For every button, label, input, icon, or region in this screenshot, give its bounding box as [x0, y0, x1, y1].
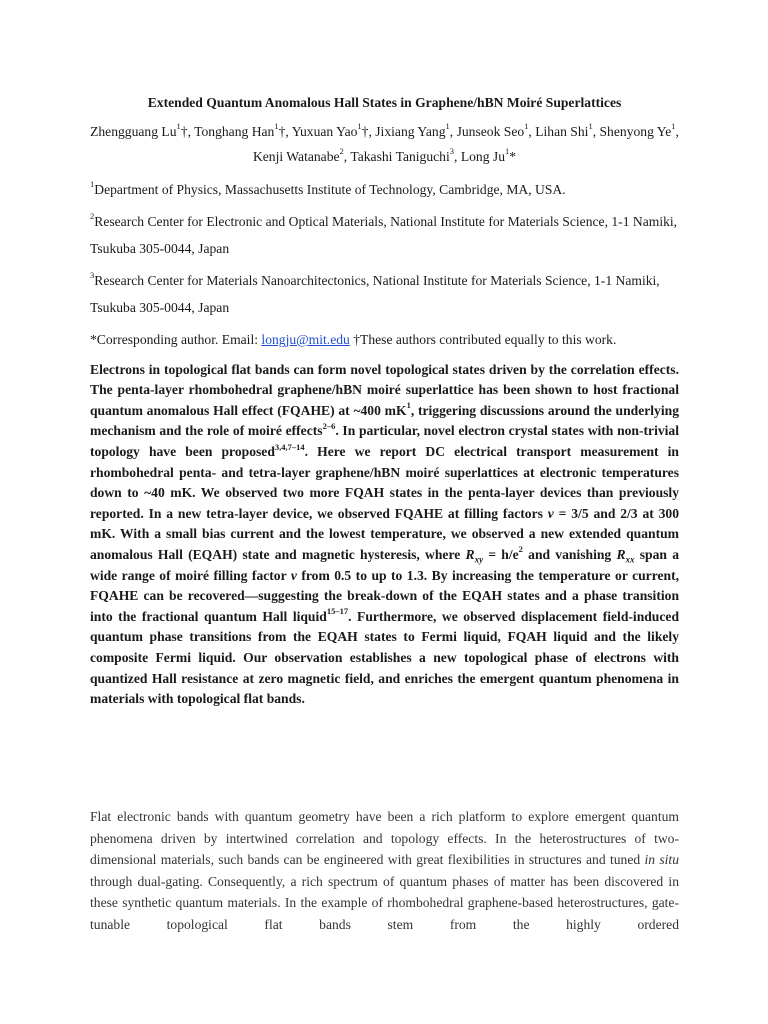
author: Yuxuan Yao$^1$†	[291, 121, 369, 139]
author: Jixiang Yang$^1$	[375, 121, 450, 139]
author: Shenyong Ye$^1$	[599, 121, 676, 139]
body-paragraph: Flat electronic bands with quantum geometry have been a rich platform to explore emergent quantum phenomena driven by intertwined correlation and topology effects. In the heterostructures of two-dimensional materials, such bands can be engineered with great flexibilities in structures and tuned in situ through dual-gating. Consequently, a rich spectrum of quantum phases of matter has been discovered in these synthetic quantum materials. In the example of rhombohedral graphene-based heterostructures, gate-tunable topological flat bands stem from the highly ordered	[90, 809, 679, 932]
affiliation-1: $^1$Department of Physics, Massachusetts Institute of Technology, Cambridge, MA, USA.	[90, 179, 566, 197]
correspondence-note: *Corresponding author. Email: longju@mit.edu †These authors contributed equally to this work.	[90, 331, 617, 347]
paper-page	[90, 94, 679, 710]
affiliation-3: $^3$Research Center for Materials Nanoarchitectonics, National Institute for Materials Science, 1-1 Namiki, Tsukuba 305-0044, Japan	[90, 270, 660, 315]
author: Lihan Shi$^1$	[535, 121, 593, 139]
author: Long Ju$^1$*	[460, 146, 517, 164]
author: Takashi Taniguchi$^3$	[350, 146, 455, 164]
author: Junseok Seo$^1$	[456, 121, 529, 139]
author: Kenji Watanabe$^2$	[252, 146, 344, 164]
author: Tonghang Han$^1$†	[194, 121, 286, 139]
email-link[interactable]: longju@mit.edu	[261, 331, 350, 347]
author: Zhengguang Lu$^1$†	[90, 121, 188, 139]
paper-title: Extended Quantum Anomalous Hall States in Graphene/hBN Moiré Superlattices	[147, 95, 622, 110]
author-list: Zhengguang Lu$^1$†, Tonghang Han$^1$†, Yuxuan Yao$^1$†, Jixiang Yang$^1$, Junseok Seo$^1$, Lihan Shi$^1$, Shenyong Ye$^1$, Kenji Watanabe$^2$, Takashi Taniguchi$^3$, Long Ju$^1$*	[90, 121, 679, 164]
affiliation-2: $^2$Research Center for Electronic and Optical Materials, National Institute for Materials Science, 1-1 Namiki, Tsukuba 305-0044, Japan	[90, 211, 678, 256]
abstract: Electrons in topological flat bands can form novel topological states driven by the correlation effects. The penta-layer rhombohedral graphene/hBN moiré superlattice has been shown to host fractional quantum anomalous Hall effect (FQAHE) at ~400 $mK^1$, triggering discussions around the underlying mechanism and the role of moiré effects$^{2-6}$. In particular, novel electron crystal states with non-trivial topology have been proposed$^{3,4,7-14}$. Here we report DC electrical transport measurement in rhombohedral penta- and tetra-layer graphene/hBN moiré superlattices at electronic temperatures down to ~40 mK. We observed two more FQAH states in the penta-layer devices than previously reported. In a new tetra-layer device, we observed FQAHE at filling factors v = 3/5 and 2/3 at 300 mK. With a small bias current and the lowest temperature, we observed a new extended quantum anomalous Hall (EQAH) state and magnetic hysteresis, where $R_{xy} = h/e^2$ and vanishing $R_{xx}$ span a wide range of moiré filling factor v from 0.5 to up to 1.3. By increasing the temperature or current, FQAHE can be recovered––suggesting the break-down of the EQAH states and a phase transition into the fractional quantum Hall liquid$^{15-17}$. Furthermore, we observed displacement field-induced quantum phase transitions from the EQAH states to Fermi liquid, FQAH liquid and the likely composite Fermi liquid. Our observation establishes a new topological phase of electrons with quantized Hall resistance at zero magnetic field, and enriches the emergent quantum phenomena in materials with topological flat bands.	[90, 361, 679, 707]
